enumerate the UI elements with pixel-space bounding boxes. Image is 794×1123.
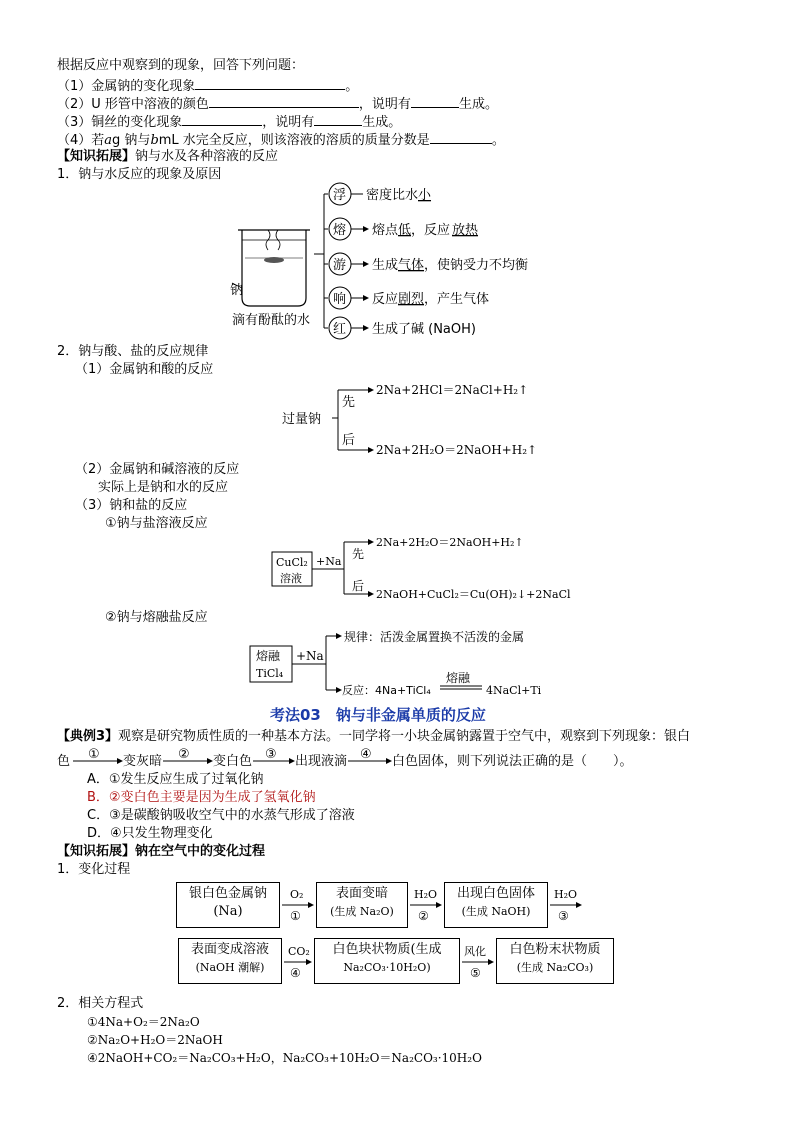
svg-text:出现液滴: 出现液滴 — [295, 754, 348, 769]
ext2-heading: 【知识拓展】钠在空气中的变化过程 — [57, 844, 266, 859]
svg-text:红: 红 — [333, 322, 347, 337]
flow-box-solution: 表面变成溶液 (NaOH 潮解) — [178, 938, 282, 984]
svg-text:④: ④ — [360, 747, 372, 762]
svg-text:后: 后 — [342, 433, 356, 448]
acid-reaction-diagram — [280, 380, 560, 460]
ext1-heading: 【知识拓展】钠与水及各种溶液的反应 — [57, 149, 279, 164]
ext1-sub2-2: （2）金属钠和碱溶液的反应 — [75, 462, 240, 477]
ext1-sub2-3: （3）钠和盐的反应 — [75, 498, 188, 513]
label-sodium: 钠 — [230, 283, 244, 298]
beaker-illustration — [232, 230, 310, 306]
mindmap-item-sound — [329, 287, 489, 309]
svg-text:生成了碱 (NaOH): 生成了碱 (NaOH) — [372, 322, 476, 337]
svg-text:风化: 风化 — [464, 945, 486, 958]
sodium-water-diagram — [228, 180, 558, 340]
answer-blank[interactable] — [195, 77, 345, 90]
svg-text:+Na: +Na — [296, 649, 324, 663]
svg-text:先: 先 — [342, 395, 356, 410]
flow-arrows — [0, 876, 794, 992]
mindmap-item-float — [329, 183, 432, 205]
svg-text:溶液: 溶液 — [280, 572, 302, 585]
svg-text:气体: 气体 — [398, 258, 425, 273]
option-c[interactable]: C．③是碳酸钠吸收空气中的水蒸气形成了溶液 — [87, 808, 355, 823]
svg-text:①: ① — [290, 909, 301, 923]
ext2-sub1: 1．变化过程 — [57, 862, 131, 877]
answer-blank[interactable] — [182, 113, 262, 126]
intro-line: 根据反应中观察到的现象，回答下列问题： — [57, 58, 305, 73]
example3-text: 【典例3】观察是研究物质性质的一种基本方法。一同学将一小块金属钠露置于空气中，观察到下列现象：银白 — [57, 729, 691, 744]
option-a[interactable]: A．①发生反应生成了过氧化钠 — [87, 772, 264, 787]
svg-text:CuCl₂: CuCl₂ — [276, 556, 308, 569]
svg-text:色: 色 — [57, 754, 71, 769]
svg-text:②: ② — [418, 909, 429, 923]
svg-text:①: ① — [88, 747, 100, 762]
svg-text:变灰暗: 变灰暗 — [123, 754, 163, 769]
eq-acid-2: 2Na+2H₂O＝2NaOH+H₂↑ — [376, 443, 538, 457]
section-heading: 考法03 钠与非金属单质的反应 — [270, 706, 486, 724]
svg-text:熔融: 熔融 — [446, 671, 471, 685]
option-b[interactable]: B．②变白色主要是因为生成了氢氧化钠 — [87, 790, 316, 805]
eq-acid-1: 2Na+2HCl＝2NaCl+H₂↑ — [376, 383, 529, 397]
question-1: （1）金属钠的变化现象 。 — [57, 79, 359, 94]
svg-text:④: ④ — [290, 966, 301, 980]
svg-text:小: 小 — [418, 188, 432, 203]
svg-text:③: ③ — [558, 909, 569, 923]
svg-text:+Na: +Na — [316, 555, 342, 568]
svg-text:后: 后 — [352, 579, 365, 593]
svg-text:密度比水: 密度比水 — [366, 188, 419, 203]
answer-blank[interactable] — [209, 95, 359, 108]
eq-salt-2: 2NaOH+CuCl₂＝Cu(OH)₂↓+2NaCl — [376, 588, 571, 601]
ext1-sub2: 2．钠与酸、盐的反应规律 — [57, 344, 209, 359]
question-2: （2）U 形管中溶液的颜色 ，说明有 生成。 — [57, 97, 498, 112]
svg-text:②: ② — [178, 747, 190, 762]
svg-text:游: 游 — [333, 258, 347, 273]
svg-text:生成: 生成 — [372, 258, 399, 273]
svg-text:H₂O: H₂O — [414, 888, 438, 901]
flow-box-sodium: 银白色金属钠 (Na) — [176, 882, 280, 928]
molten-salt-diagram — [246, 624, 566, 700]
flow-box-hydrate: 白色块状物质(生成 Na₂CO₃·10H₂O) — [314, 938, 460, 984]
ext1-sub2-1: （1）金属钠和酸的反应 — [75, 362, 214, 377]
question-3: （3）铜丝的变化现象 ，说明有 生成。 — [57, 115, 402, 130]
answer-blank[interactable] — [411, 95, 459, 108]
svg-text:，使钠受力不均衡: ，使钠受力不均衡 — [424, 258, 529, 273]
char-float: 浮 — [333, 188, 347, 203]
question-4: （4）若ag 钠与bmL 水完全反应，则该溶液的溶质的质量分数是 。 — [57, 133, 505, 148]
svg-text:O₂: O₂ — [290, 888, 304, 901]
mindmap-item-melt — [329, 218, 479, 240]
label-water: 滴有酚酞的水 — [232, 313, 311, 328]
ext1-sub2-2b: 实际上是钠和水的反应 — [98, 480, 229, 495]
eq-salt-1: 2Na+2H₂O＝2NaOH+H₂↑ — [376, 536, 524, 549]
svg-text:熔: 熔 — [333, 223, 347, 238]
mindmap-item-red — [329, 317, 476, 339]
svg-text:剧烈: 剧烈 — [398, 292, 425, 307]
svg-text:反应: 反应 — [372, 292, 399, 307]
svg-text:白色固体，则下列说法正确的是（ ）。: 白色固体，则下列说法正确的是（ ）。 — [392, 754, 633, 769]
svg-text:过量钠: 过量钠 — [282, 412, 322, 427]
answer-blank[interactable] — [314, 113, 362, 126]
option-d[interactable]: D．④只发生物理变化 — [87, 826, 213, 841]
svg-text:CO₂: CO₂ — [288, 945, 310, 958]
svg-text:低: 低 — [398, 223, 412, 238]
svg-text:③: ③ — [265, 747, 277, 762]
svg-text:，产生气体: ，产生气体 — [424, 292, 490, 307]
svg-text:先: 先 — [352, 547, 365, 561]
ext2-sub2: 2．相关方程式 — [57, 996, 144, 1011]
flow-box-powder: 白色粉末状物质 (生成 Na₂CO₃) — [496, 938, 614, 984]
rule-text: 规律：活泼金属置换不活泼的金属 — [344, 630, 525, 644]
ext1-sub2-3b: ②钠与熔融盐反应 — [105, 610, 208, 625]
salt-solution-diagram — [268, 532, 588, 604]
mindmap-item-swim — [329, 253, 528, 275]
svg-text:放热: 放热 — [452, 223, 479, 238]
flow-box-na2o: 表面变暗 (生成 Na₂O) — [316, 882, 408, 928]
ext1-sub1: 1．钠与水反应的现象及原因 — [57, 167, 222, 182]
flow-box-naoh: 出现白色固体 (生成 NaOH) — [444, 882, 548, 928]
svg-text:熔融: 熔融 — [256, 649, 281, 663]
equation-1: ①4Na+O₂＝2Na₂O — [87, 1015, 200, 1029]
svg-text:4NaCl+Ti: 4NaCl+Ti — [486, 684, 542, 697]
svg-text:，反应: ，反应 — [411, 223, 451, 238]
answer-blank[interactable] — [430, 131, 492, 144]
svg-text:响: 响 — [333, 292, 347, 307]
svg-text:变白色: 变白色 — [213, 754, 253, 769]
equation-2: ②Na₂O+H₂O＝2NaOH — [87, 1033, 223, 1047]
svg-text:TiCl₄: TiCl₄ — [256, 667, 284, 680]
svg-text:H₂O: H₂O — [554, 888, 578, 901]
observation-sequence — [57, 744, 757, 772]
ext1-sub2-3a: ①钠与盐溶液反应 — [105, 516, 208, 531]
svg-text:⑤: ⑤ — [470, 966, 481, 980]
reaction-text: 反应：4Na+TiCl₄ — [342, 684, 431, 697]
equation-3: ④2NaOH+CO₂＝Na₂CO₃+H₂O，Na₂CO₃+10H₂O＝Na₂CO₃·10H₂O — [87, 1051, 482, 1065]
svg-text:熔点: 熔点 — [372, 223, 399, 238]
